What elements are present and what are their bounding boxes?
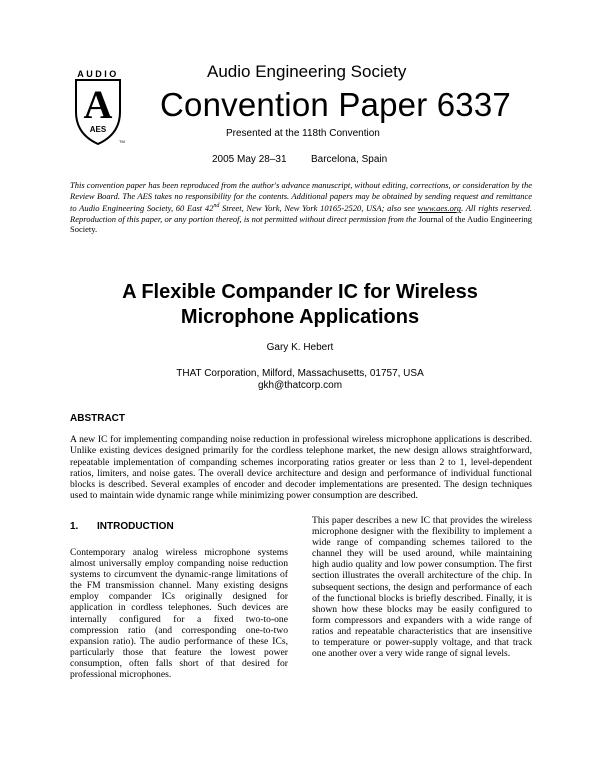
author-name: Gary K. Hebert	[266, 342, 334, 353]
paper-title-line-1: A Flexible Compander IC for Wireless	[122, 281, 478, 303]
logo-letter-a: A	[83, 82, 113, 127]
convention-location: Barcelona, Spain	[311, 154, 388, 165]
section-number: 1.	[70, 521, 79, 532]
convention-paper-title: Convention Paper 6337	[160, 86, 511, 123]
logo-audio-text: AUDIO	[77, 69, 119, 79]
disclaimer-end: .	[94, 224, 98, 235]
intro-right-column: This paper describes a new IC that provides the wireless microphone designer with the flexibility to implement a wide range of companding schemes tailored to the channel they will be used around, while maintaining high audio quality and low power consumption. The first section illustrates the overall architecture of the chip. In subsequent sections, the design and performance of each of the functional blocks is briefly described. Finally, it is shown how these blocks may be easily configured to form compressors and expanders with a wide range of ratios and repeatable characteristics that are insensitive to temperature or power-supply voltage, and that track one another over a very wide range of signal levels.	[312, 515, 532, 660]
affiliation-line: THAT Corporation, Milford, Massachusetts, 01757, USA	[176, 368, 424, 379]
abstract-heading: ABSTRACT	[70, 413, 125, 424]
logo-tm-mark: TM	[119, 139, 125, 144]
aes-website-link[interactable]: www.aes.org	[417, 203, 462, 214]
journal-name: Journal of the Audio Engineering Society	[70, 213, 532, 235]
abstract-text: A new IC for implementing companding noise reduction in professional wireless microphone applications is described. Unlike existing devices designed primarily for the cordless telephone market, the new design allows straightforward, repeatable implementation of companding schemes incorporating ratios greater or less than 2 to 1, level-dependent ratios, limiters, and noise gates. The overall device architecture and design and performance of individual functional blocks is described. Several examples of encoder and decoder implementations are presented. The design techniques used to maintain wide dynamic range while minimizing power consumption are described.	[70, 434, 532, 502]
author-email: gkh@thatcorp.com	[257, 380, 343, 391]
aes-logo	[68, 68, 128, 146]
disclaimer-text-2: Street, New York, New York 10165-2520, USA; also see	[219, 203, 418, 214]
disclaimer-text-1: This convention paper has been reproduced from the author's advance manuscript, without editing, corrections, or consideration by the Review Board. The AES takes no responsibility for the contents. Additional papers may be obtained by sending request and remittance to Audio Engineering Society, 60 East 42	[70, 180, 532, 214]
society-name: Audio Engineering Society	[207, 62, 407, 81]
disclaimer-text-3: . All rights reserved. Reproduction of this paper, or any portion thereof, is not permitted without direct permission from the	[70, 203, 532, 224]
section-title: INTRODUCTION	[97, 521, 174, 532]
paper-title-line-2: Microphone Applications	[180, 306, 420, 328]
intro-left-column: Contemporary analog wireless microphone systems almost universally employ companding noise reduction systems to circumvent the dynamic-range limitations of the FM transmission channel. Many existing designs employ compander ICs originally designed for application in cordless telephones. Such devices are internally configured for a fixed two-to-one compression ratio (and corresponding one-to-two expansion ratio). The audio performance of these ICs, particularly those that feature the lowest power consumption, often falls short of that desired for professional microphones.	[70, 547, 288, 681]
logo-aes-text: AES	[89, 125, 107, 134]
disclaimer	[70, 180, 532, 235]
paper-title	[60, 280, 540, 330]
disclaimer-superscript: nd	[213, 203, 220, 210]
convention-date: 2005 May 28–31	[212, 154, 287, 165]
introduction-heading	[70, 521, 174, 532]
presented-at: Presented at the 118th Convention	[226, 128, 380, 139]
author-affiliation	[0, 368, 600, 392]
